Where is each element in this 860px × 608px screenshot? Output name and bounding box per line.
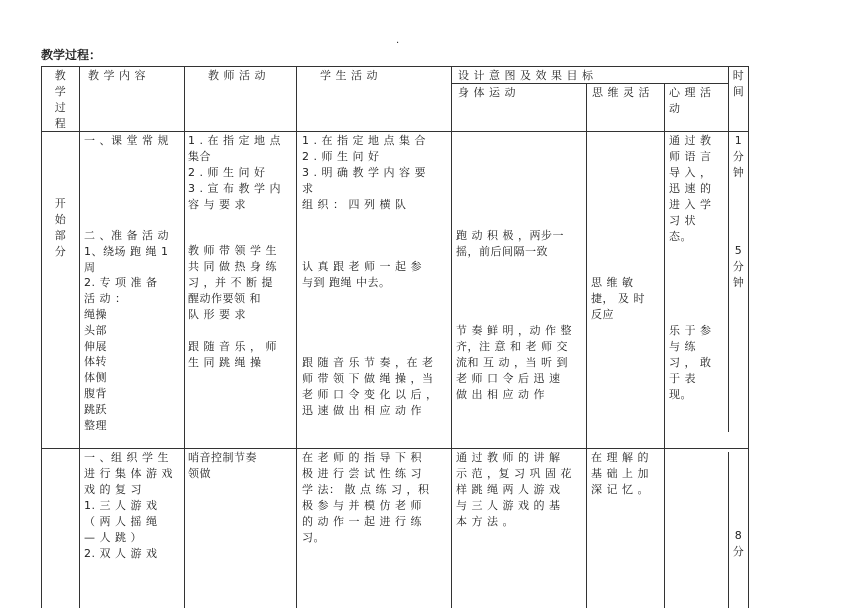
header-student: 学 生 活 动 [320, 69, 378, 82]
basic-content: 一 、组 织 学 生 进 行 集 体 游 戏 戏 的 复 习 1. 三 人 游 戏 （ 两 人 摇 绳 — 人 跳 ） 2. 双 人 游 戏 [84, 451, 173, 560]
header-process: 教 学 过 程 [54, 69, 67, 130]
col-line-8 [748, 66, 749, 608]
col-line-4 [451, 66, 452, 608]
col-line-6 [664, 83, 665, 608]
col-line-0 [41, 66, 42, 608]
col-line-5 [586, 83, 587, 608]
header-body-movement: 身 体 运 动 [458, 86, 516, 99]
teacher-routine: 1 . 在 指 定 地 点 集合 2 . 师 生 问 好 3 . 宣 布 教 学 内 容 与 要 求 [188, 134, 281, 211]
student-rope-routine: 跟 随 音 乐 节 奏 ，在 老 师 带 领 下 做 绳 操 ，当 老 师 口 令 变 化 以 后 ， 迅 速 做 出 相 应 动 作 [302, 356, 438, 417]
col-line-3 [296, 66, 297, 608]
content-routine: 一 、课 堂 常 规 [84, 134, 169, 147]
student-warmup: 认 真 跟 老 师 一 起 参 与到 跑绳 中去。 [302, 260, 422, 289]
header-bottom-line [41, 131, 748, 132]
col-line-1 [79, 66, 80, 608]
basic-body-goal: 通 过 教 师 的 讲 解 示 范 ，复 习 巩 固 花 样 跳 绳 两 人 游 戏 与 三 人 游 戏 的 基 本 方 法 。 [456, 451, 572, 528]
table-border-top [41, 66, 748, 67]
basic-mind-goal: 在 理 解 的 基 础 上 加 深 记 忆 。 [591, 451, 649, 496]
section-divider [41, 448, 748, 449]
header-mind: 思 维 灵 活 [592, 86, 650, 99]
mind-goal-1: 思 维 敏 捷， 及 时 反应 [591, 276, 645, 321]
header-psych: 心 理 活 动 [669, 86, 712, 115]
header-time: 时 间 [732, 69, 745, 98]
psych-goal-2: 乐 于 参 与 练 习 ， 敢 于 表 现。 [669, 324, 712, 401]
body-goal-1: 跑 动 积 极 ，两步一 摇，前后间隔一致 [456, 229, 564, 258]
basic-student: 在 老 师 的 指 导 下 积 极 进 行 尝 试 性 练 习 学 法： 散 点 练 习 ，积 极 参 与 并 模 仿 老 师 的 动 作 一 起 进 行 练 习。 [302, 451, 430, 544]
section-heading: 教学过程： [41, 48, 102, 62]
time-1: 1 分 钟 [732, 134, 745, 179]
section-label-start: 开 始 部 分 [54, 197, 67, 258]
content-warmup: 二 、准 备 活 动 1、绕场 跑 绳 1 周 2. 专 项 准 备 活 动 ： 绳操 头部 伸展 体转 体侧 腹背 跳跃 整理 [84, 229, 169, 432]
teacher-warmup: 教 师 带 领 学 生 共 同 做 热 身 练 习 ，并 不 断 提 醒动作要领 和 队 形 要 求 [188, 244, 277, 321]
time-2: 5 分 钟 [732, 244, 745, 289]
student-routine: 1 . 在 指 定 地 点 集 合 2 . 师 生 问 好 3 . 明 确 教 学 内 容 要 求 组 织 ： 四 列 横 队 [302, 134, 426, 211]
psych-goal-1: 通 过 教 师 语 言 导 入 ， 迅 速 的 进 入 学 习 状 态。 [669, 134, 712, 243]
header-teacher: 教 师 活 动 [208, 69, 266, 82]
basic-time: 8 分 [732, 529, 745, 558]
body-goal-2: 节 奏 鲜 明 ，动 作 整 齐，注 意 和 老 师 交 流和 互 动 ，当 听 到 老 师 口 令 后 迅 速 做 出 相 应 动 作 [456, 324, 572, 401]
col-line-2 [184, 66, 185, 608]
header-design: 设 计 意 图 及 效 果 目 标 [458, 69, 594, 82]
header-content: 教 学 内 容 [88, 69, 146, 82]
teacher-rope-routine: 跟 随 音 乐 ， 师 生 同 跳 绳 操 [188, 340, 277, 369]
basic-teacher: 哨音控制节奏 领做 [188, 451, 257, 480]
page-marker: . [396, 35, 400, 46]
